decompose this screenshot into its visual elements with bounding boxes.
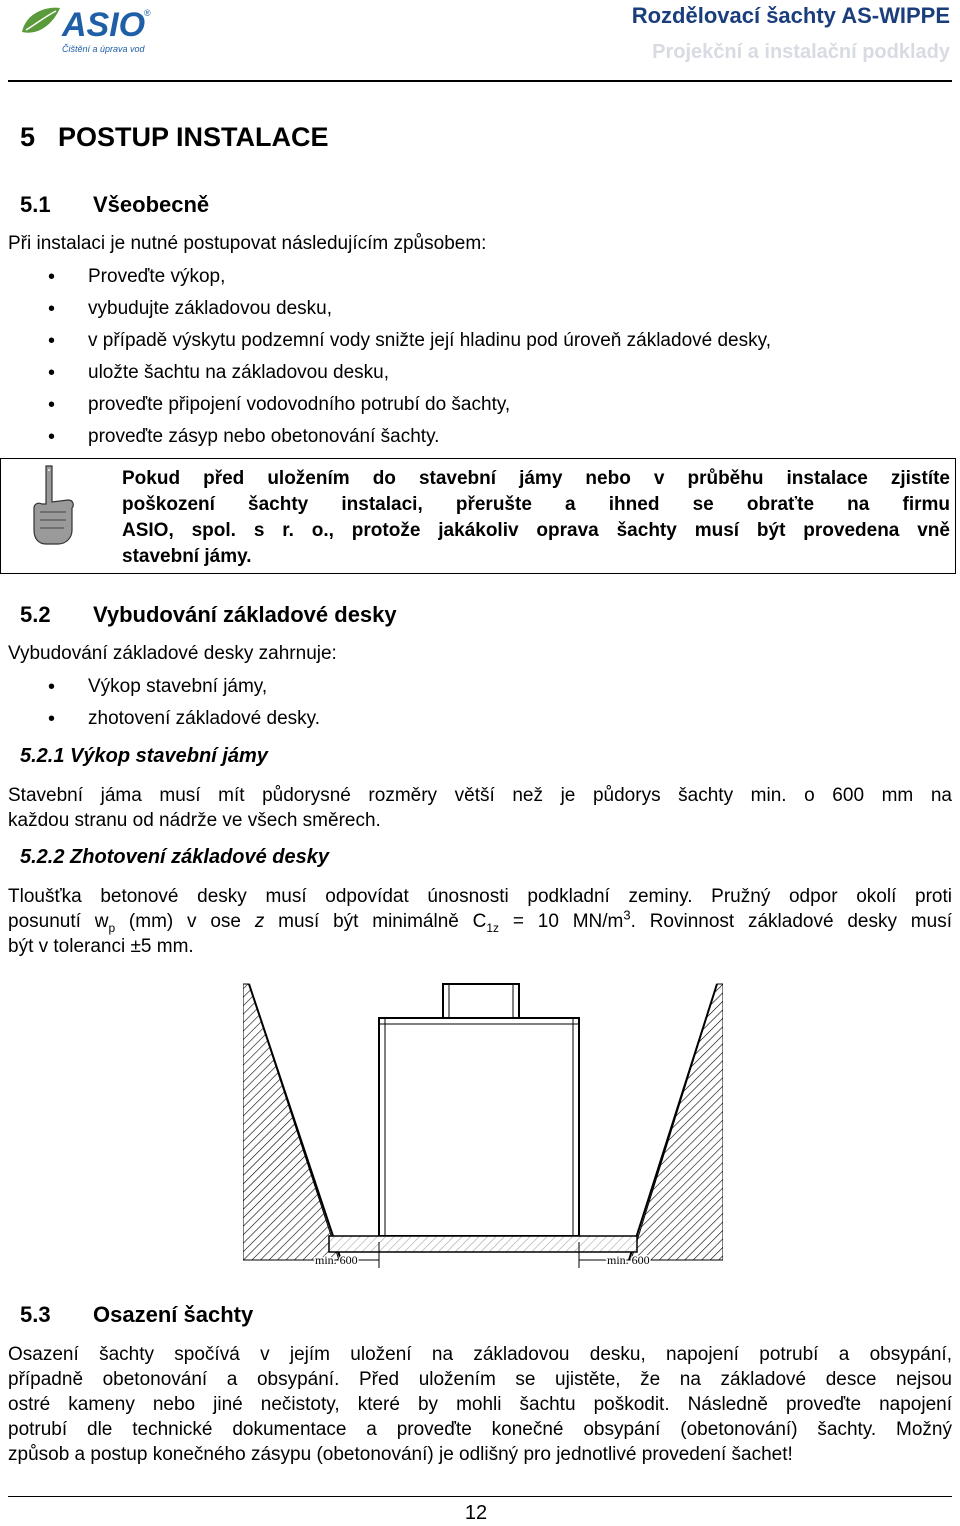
header-divider: [8, 80, 952, 82]
shaft-neck: [443, 984, 519, 1018]
paragraph-excavation: [8, 783, 952, 833]
soil-left: [243, 984, 339, 1260]
list-item: • zhotovení základové desky.: [8, 703, 320, 735]
header-title: Rozdělovací šachty AS-WIPPE: [631, 3, 950, 28]
logo-text: ASIO: [62, 6, 146, 44]
intro-text: Vybudování základové desky zahrnuje:: [8, 643, 337, 664]
shaft-body: [379, 1018, 579, 1236]
list-item: • uložte šachtu na základovou desku,: [8, 357, 771, 389]
section-heading-5-2: [20, 602, 397, 628]
text-line: potrubí dle technické dokumentace a proveďte konečné obsypání (obetonování) šachty. Možný: [8, 1419, 952, 1440]
section-number: 5: [20, 122, 36, 152]
section-number: 5.2: [20, 602, 51, 627]
section-number: 5.1: [20, 192, 51, 217]
soil-right: [631, 984, 723, 1260]
svg-text:®: ®: [144, 8, 151, 18]
page-number: 12: [464, 1502, 488, 1524]
excavation-pit-diagram: [243, 980, 723, 1270]
text-line: ostré kameny nebo jiné nečistoty, které by mohli šachtu poškodit. Následně proveďte napojení: [8, 1394, 952, 1415]
section-title: Osazení šachty: [93, 1302, 254, 1327]
paragraph-foundation: [8, 884, 952, 959]
warning-line: ASIO, spol. s r. o., protože jakákoliv oprava šachty musí být provedena vně: [122, 520, 950, 541]
list-item: • Výkop stavební jámy,: [8, 671, 320, 703]
section-heading-5-1: [20, 192, 209, 218]
text-line: Stavební jáma musí mít půdorysné rozměry větší než je půdorys šachty min. o 600 mm na: [8, 785, 952, 806]
text-line: způsob a postup konečného zásypu (obetonování) je odlišný pro jednotlivé provedení šachet!: [8, 1444, 793, 1465]
list-item: • vybudujte základovou desku,: [8, 293, 771, 325]
text-line: být v toleranci ±5 mm.: [8, 936, 194, 957]
intro-text: Při instalaci je nutné postupovat následujícím způsobem:: [8, 233, 487, 254]
foundation-steps-list: [8, 671, 320, 735]
install-steps-list: [8, 261, 771, 453]
logo-tagline: Čištění a úprava vod: [62, 44, 145, 54]
header-subtitle: Projekční a instalační podklady: [652, 41, 950, 63]
section-heading-5: [20, 122, 329, 153]
warning-line: Pokud před uložením do stavební jámy nebo v průběhu instalace zjistíte: [122, 468, 950, 489]
text-line: Osazení šachty spočívá v jejím uložení na základovou desku, napojení potrubí a obsypání,: [8, 1344, 952, 1365]
list-item: • Proveďte výkop,: [8, 261, 771, 293]
text-line: případně obetonování a obsypání. Před uložením se ujistěte, že na základové desce nejsou: [8, 1369, 952, 1390]
section-title: Vybudování základové desky: [93, 602, 397, 627]
text-line: posunutí $w_p$ (mm) v ose z musí být minimálně $C_{1z} = 10$ $MN/m^3$. Rovinnost základové desky musí: [8, 907, 952, 935]
text-line: Tloušťka betonové desky musí odpovídat únosnosti podkladní zeminy. Pružný odpor okolí proti: [8, 886, 952, 907]
pointing-hand-icon: [30, 464, 76, 548]
subsection-heading-5-2-2: 5.2.2 Zhotovení základové desky: [20, 846, 330, 868]
dimension-label-left: min. 600: [315, 1253, 358, 1267]
list-item: • proveďte připojení vodovodního potrubí do šachty,: [8, 389, 771, 421]
paragraph-placement: [8, 1342, 952, 1467]
warning-text: [122, 466, 950, 570]
section-number: 5.3: [20, 1302, 51, 1327]
warning-line: poškození šachty instalaci, přerušte a ihned se obraťte na firmu: [122, 494, 950, 515]
section-heading-5-3: [20, 1302, 253, 1328]
asio-logo: [18, 2, 153, 56]
warning-line: stavební jámy.: [122, 546, 252, 567]
list-item: • v případě výskytu podzemní vody snižte její hladinu pod úroveň základové desky,: [8, 325, 771, 357]
footer-divider: [8, 1496, 952, 1497]
list-item: • proveďte zásyp nebo obetonování šachty.: [8, 421, 771, 453]
dimension-label-right: min. 600: [607, 1253, 650, 1267]
section-title: Všeobecně: [93, 192, 210, 217]
subsection-heading-5-2-1: 5.2.1 Výkop stavební jámy: [20, 745, 268, 767]
text-line: každou stranu od nádrže ve všech směrech.: [8, 810, 381, 831]
section-title: POSTUP INSTALACE: [58, 122, 329, 152]
